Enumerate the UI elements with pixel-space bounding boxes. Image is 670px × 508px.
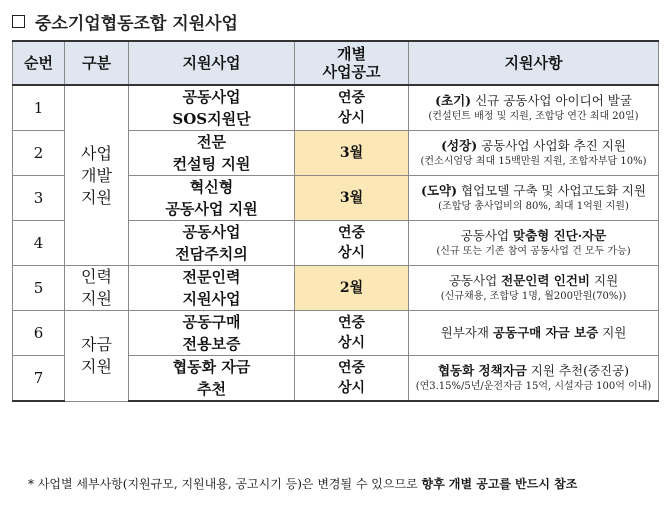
detail-sub: (컨설턴트 배정 및 지원, 조합당 연간 최대 20일) [428, 111, 639, 122]
detail-main [409, 137, 658, 155]
header-announcement-line2: 사업공고 [322, 63, 381, 81]
detail-main [409, 324, 658, 342]
program-line2: SOS지원단 [172, 110, 251, 128]
category-line: 지원 [81, 187, 112, 207]
program-line1: 전문인력 [182, 268, 241, 286]
program-name [129, 176, 295, 221]
table-row [13, 266, 659, 311]
detail-main-bold: 전문인력 인건비 [501, 273, 591, 288]
details-cell [409, 176, 659, 221]
row-number: 5 [13, 266, 65, 311]
detail-sub: (신규 또는 기존 참여 공동사업 건 모두 가능) [436, 246, 631, 257]
program-line1: 공동사업 [182, 88, 241, 106]
detail-main-bold: 협동화 정책자금 [437, 363, 527, 378]
category-line: 개발 [81, 165, 112, 185]
header-details: 지원사항 [409, 41, 659, 85]
detail-main-text: 지원 [590, 273, 619, 288]
category-line: 지원 [81, 289, 112, 308]
detail-sub: (조합당 총사업비의 80%, 최대 1억원 지원) [438, 201, 629, 212]
detail-sub: (연3.15%/5년/운전자금 15억, 시설자금 100억 이내) [415, 381, 652, 392]
detail-main-text: 신규 공동사업 아이디어 발굴 [471, 93, 632, 108]
category-hr [65, 266, 129, 311]
header-no: 순번 [13, 41, 65, 85]
support-program-table [12, 40, 659, 402]
header-category: 구분 [65, 41, 129, 85]
row-number: 1 [13, 85, 65, 131]
announcement-line2: 상시 [337, 380, 366, 396]
program-line1: 혁신형 [189, 178, 234, 196]
announcement-line1: 연중 [337, 90, 366, 106]
announcement-cell [295, 176, 409, 221]
stage-tag: (초기) [435, 93, 472, 108]
program-line2: 컨설팅 지원 [172, 155, 251, 173]
detail-main-text: 공동사업 [448, 273, 502, 288]
announcement-line1: 연중 [337, 360, 366, 376]
program-line2: 추천 [197, 380, 226, 398]
announcement-line1: 3월 [339, 190, 364, 206]
detail-main-text: 공동사업 사업화 추진 지원 [477, 138, 626, 153]
row-number: 2 [13, 131, 65, 176]
detail-main [409, 92, 658, 110]
category-line: 인력 [81, 267, 112, 286]
category-fund [65, 311, 129, 402]
program-name [129, 221, 295, 266]
program-line2: 공동사업 지원 [165, 200, 258, 218]
program-line1: 공동구매 [182, 313, 241, 331]
program-line1: 협동화 자금 [172, 358, 251, 376]
detail-sub: (컨소시엄당 최대 15백만원 지원, 조합자부담 10%) [420, 156, 647, 167]
row-number: 6 [13, 311, 65, 356]
program-line1: 공동사업 [182, 223, 241, 241]
details-cell [409, 221, 659, 266]
header-program: 지원사업 [129, 41, 295, 85]
table-header-row [13, 41, 659, 85]
detail-main [409, 362, 658, 380]
detail-main [409, 272, 658, 290]
detail-main [409, 227, 658, 245]
page-title-text: 중소기업협동조합 지원사업 [35, 13, 238, 34]
announcement-line2: 상시 [337, 335, 366, 351]
table-row [13, 85, 659, 131]
category-line: 사업 [81, 143, 112, 163]
category-line: 자금 [81, 334, 112, 354]
detail-main-text: 공동사업 [460, 228, 514, 243]
program-name [129, 311, 295, 356]
stage-tag: (도약) [421, 183, 458, 198]
page-title [12, 8, 238, 34]
program-name [129, 266, 295, 311]
program-name [129, 131, 295, 176]
announcement-line2: 상시 [337, 245, 366, 261]
announcement-line1: 3월 [339, 145, 364, 161]
row-number: 3 [13, 176, 65, 221]
details-cell [409, 311, 659, 356]
detail-main-text: 지원 추천(중진공) [526, 363, 630, 378]
footnote-bold: 향후 개별 공고를 반드시 참조 [421, 477, 578, 491]
announcement-cell [295, 311, 409, 356]
detail-main-bold: 맞춤형 진단·자문 [513, 228, 607, 243]
detail-main-text: 지원 [598, 325, 627, 340]
details-cell [409, 266, 659, 311]
detail-main [409, 182, 658, 200]
program-name [129, 356, 295, 402]
table-row [13, 311, 659, 356]
program-line2: 지원사업 [182, 290, 241, 308]
stage-tag: (성장) [441, 138, 478, 153]
announcement-line2: 상시 [337, 110, 366, 126]
detail-main-bold: 공동구매 자금 보증 [492, 325, 599, 340]
program-line2: 전용보증 [182, 335, 241, 353]
detail-main-text: 원부자재 [440, 325, 493, 340]
program-line1: 전문 [197, 133, 226, 151]
details-cell [409, 356, 659, 402]
details-cell [409, 131, 659, 176]
announcement-line1: 연중 [337, 225, 366, 241]
footnote [28, 475, 577, 492]
header-announcement [295, 41, 409, 85]
announcement-cell [295, 266, 409, 311]
announcement-line1: 연중 [337, 315, 366, 331]
details-cell [409, 85, 659, 131]
program-name [129, 85, 295, 131]
category-line: 지원 [81, 356, 112, 376]
detail-sub: (신규채용, 조합당 1명, 월200만원(70%)) [440, 291, 627, 302]
announcement-cell [295, 221, 409, 266]
row-number: 4 [13, 221, 65, 266]
detail-main-text: 협업모델 구축 및 사업고도화 지원 [457, 183, 646, 198]
program-line2: 전담주치의 [175, 245, 248, 263]
announcement-line1: 2월 [339, 280, 364, 296]
announcement-cell [295, 85, 409, 131]
row-number: 7 [13, 356, 65, 402]
category-business-dev [65, 85, 129, 266]
checkbox-icon [12, 15, 25, 28]
announcement-cell [295, 356, 409, 402]
footnote-text: * 사업별 세부사항(지원규모, 지원내용, 공고시기 등)은 변경될 수 있으므로 [28, 477, 422, 491]
announcement-cell [295, 131, 409, 176]
header-announcement-line1: 개별 [337, 45, 366, 63]
